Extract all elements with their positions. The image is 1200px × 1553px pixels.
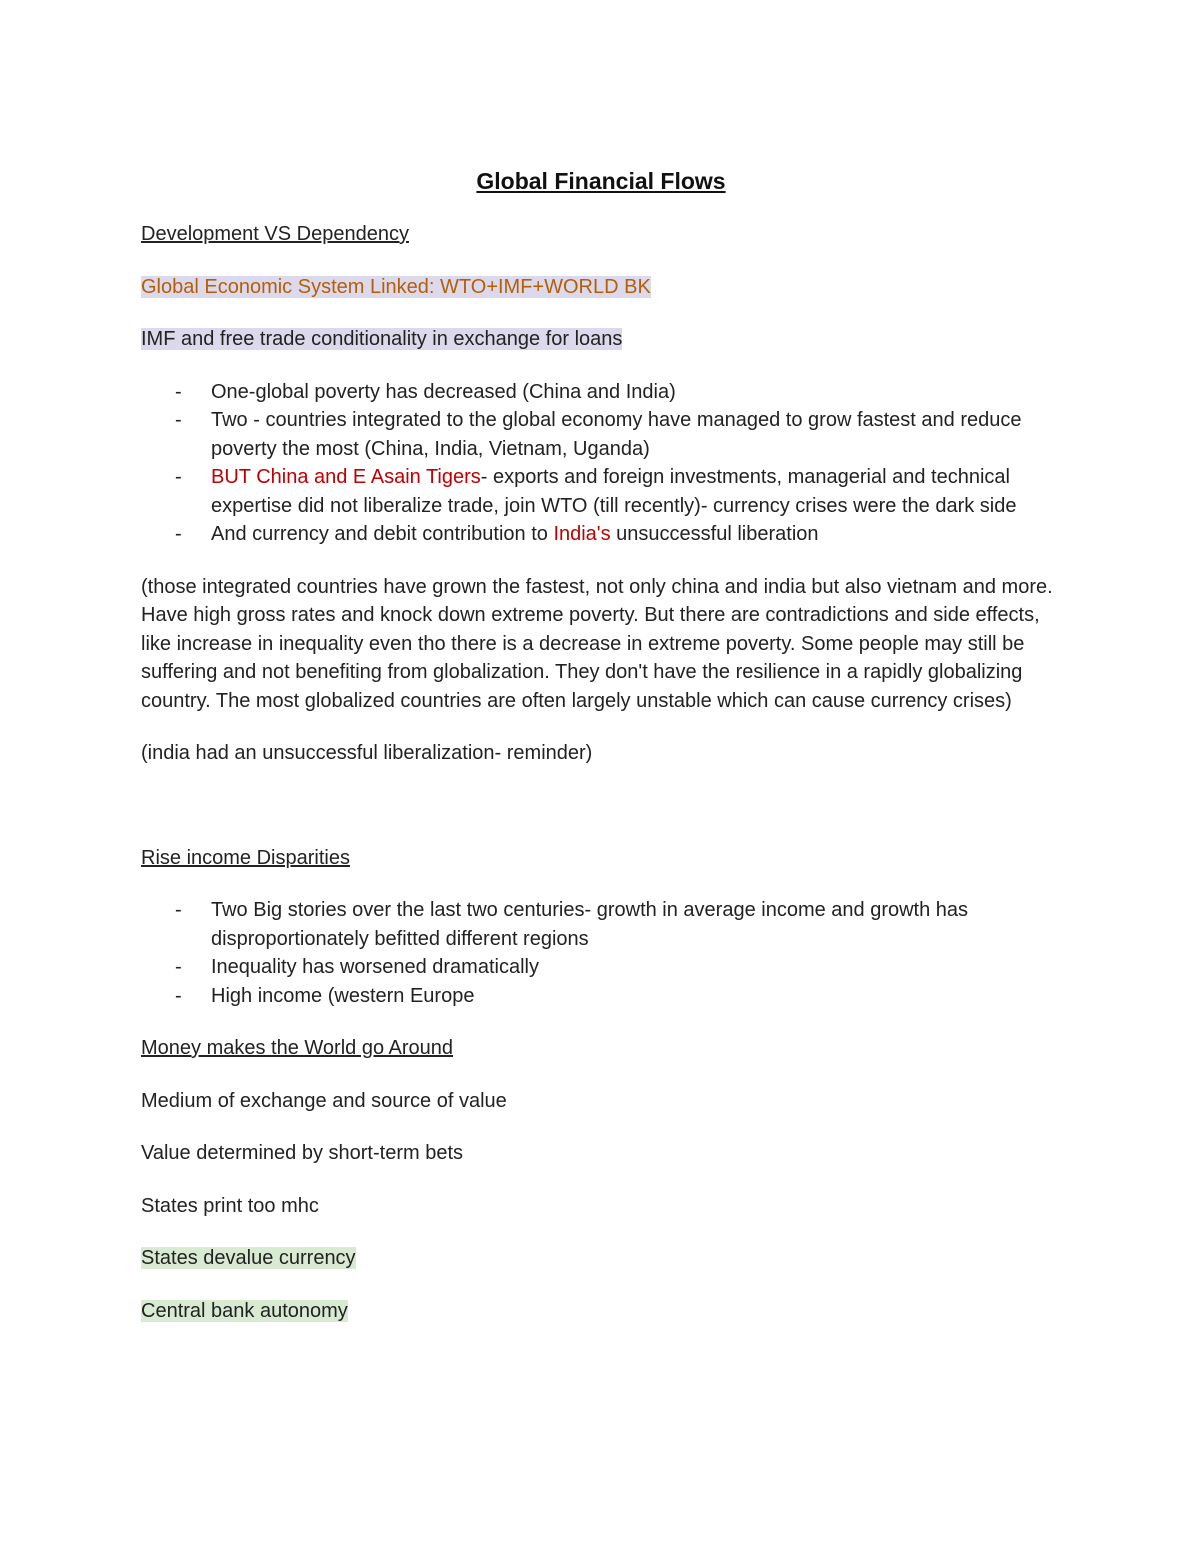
devalue-currency-line: States devalue currency	[141, 1247, 356, 1269]
central-bank-autonomy-line: Central bank autonomy	[141, 1299, 348, 1322]
development-bullet-list	[141, 378, 1061, 549]
list-item: - BUT China and E Asain Tigers- exports and foreign investments, managerial and technical expertise did not liberalize trade, join WTO (till recently)- currency crises were the dark side	[175, 466, 1017, 517]
global-economic-system-line: Global Economic System Linked: WTO+IMF+WORLD BK	[141, 275, 651, 298]
list-item: - Inequality has worsened dramatically	[175, 956, 539, 978]
income-disparities-bullet-list	[141, 896, 1061, 1010]
money-line: Medium of exchange and source of value	[141, 1089, 507, 1112]
list-item: - Two - countries integrated to the global economy have managed to grow fastest and reduce poverty the most (China, India, Vietnam, Uganda)	[175, 409, 1022, 460]
money-line: States print too mhc	[141, 1194, 319, 1217]
list-item: - Two Big stories over the last two centuries- growth in average income and growth has disproportionately befitted different regions	[175, 899, 969, 950]
document-title: Global Financial Flows	[476, 168, 726, 194]
list-item: - And currency and debit contribution to India's unsuccessful liberation	[175, 523, 819, 545]
section-heading-development: Development VS Dependency	[141, 223, 409, 245]
imf-conditionality-line: IMF and free trade conditionality in exchange for loans	[141, 328, 623, 350]
document-page	[141, 166, 1061, 1325]
india-reminder-paragraph: (india had an unsuccessful liberalization- reminder)	[141, 742, 593, 764]
money-line: Value determined by short-term bets	[141, 1142, 464, 1164]
list-item: - High income (western Europe	[175, 984, 475, 1007]
integrated-countries-paragraph: (those integrated countries have grown the fastest, not only china and india but also vietnam and more. Have high gross rates and knock down extreme poverty. But there are contradictions and side effects, like increase in inequality even tho there is a decrease in extreme poverty. Some people may still be suffering and not benefiting from globalization. They don't have the resilience in a rapidly globalizing country. The most globalized countries are often largely unstable which can cause currency crises)	[141, 575, 1053, 712]
section-heading-money: Money makes the World go Around	[141, 1037, 454, 1059]
list-item: - One-global poverty has decreased (China and India)	[175, 380, 676, 403]
section-heading-income-disparities: Rise income Disparities	[141, 846, 350, 869]
